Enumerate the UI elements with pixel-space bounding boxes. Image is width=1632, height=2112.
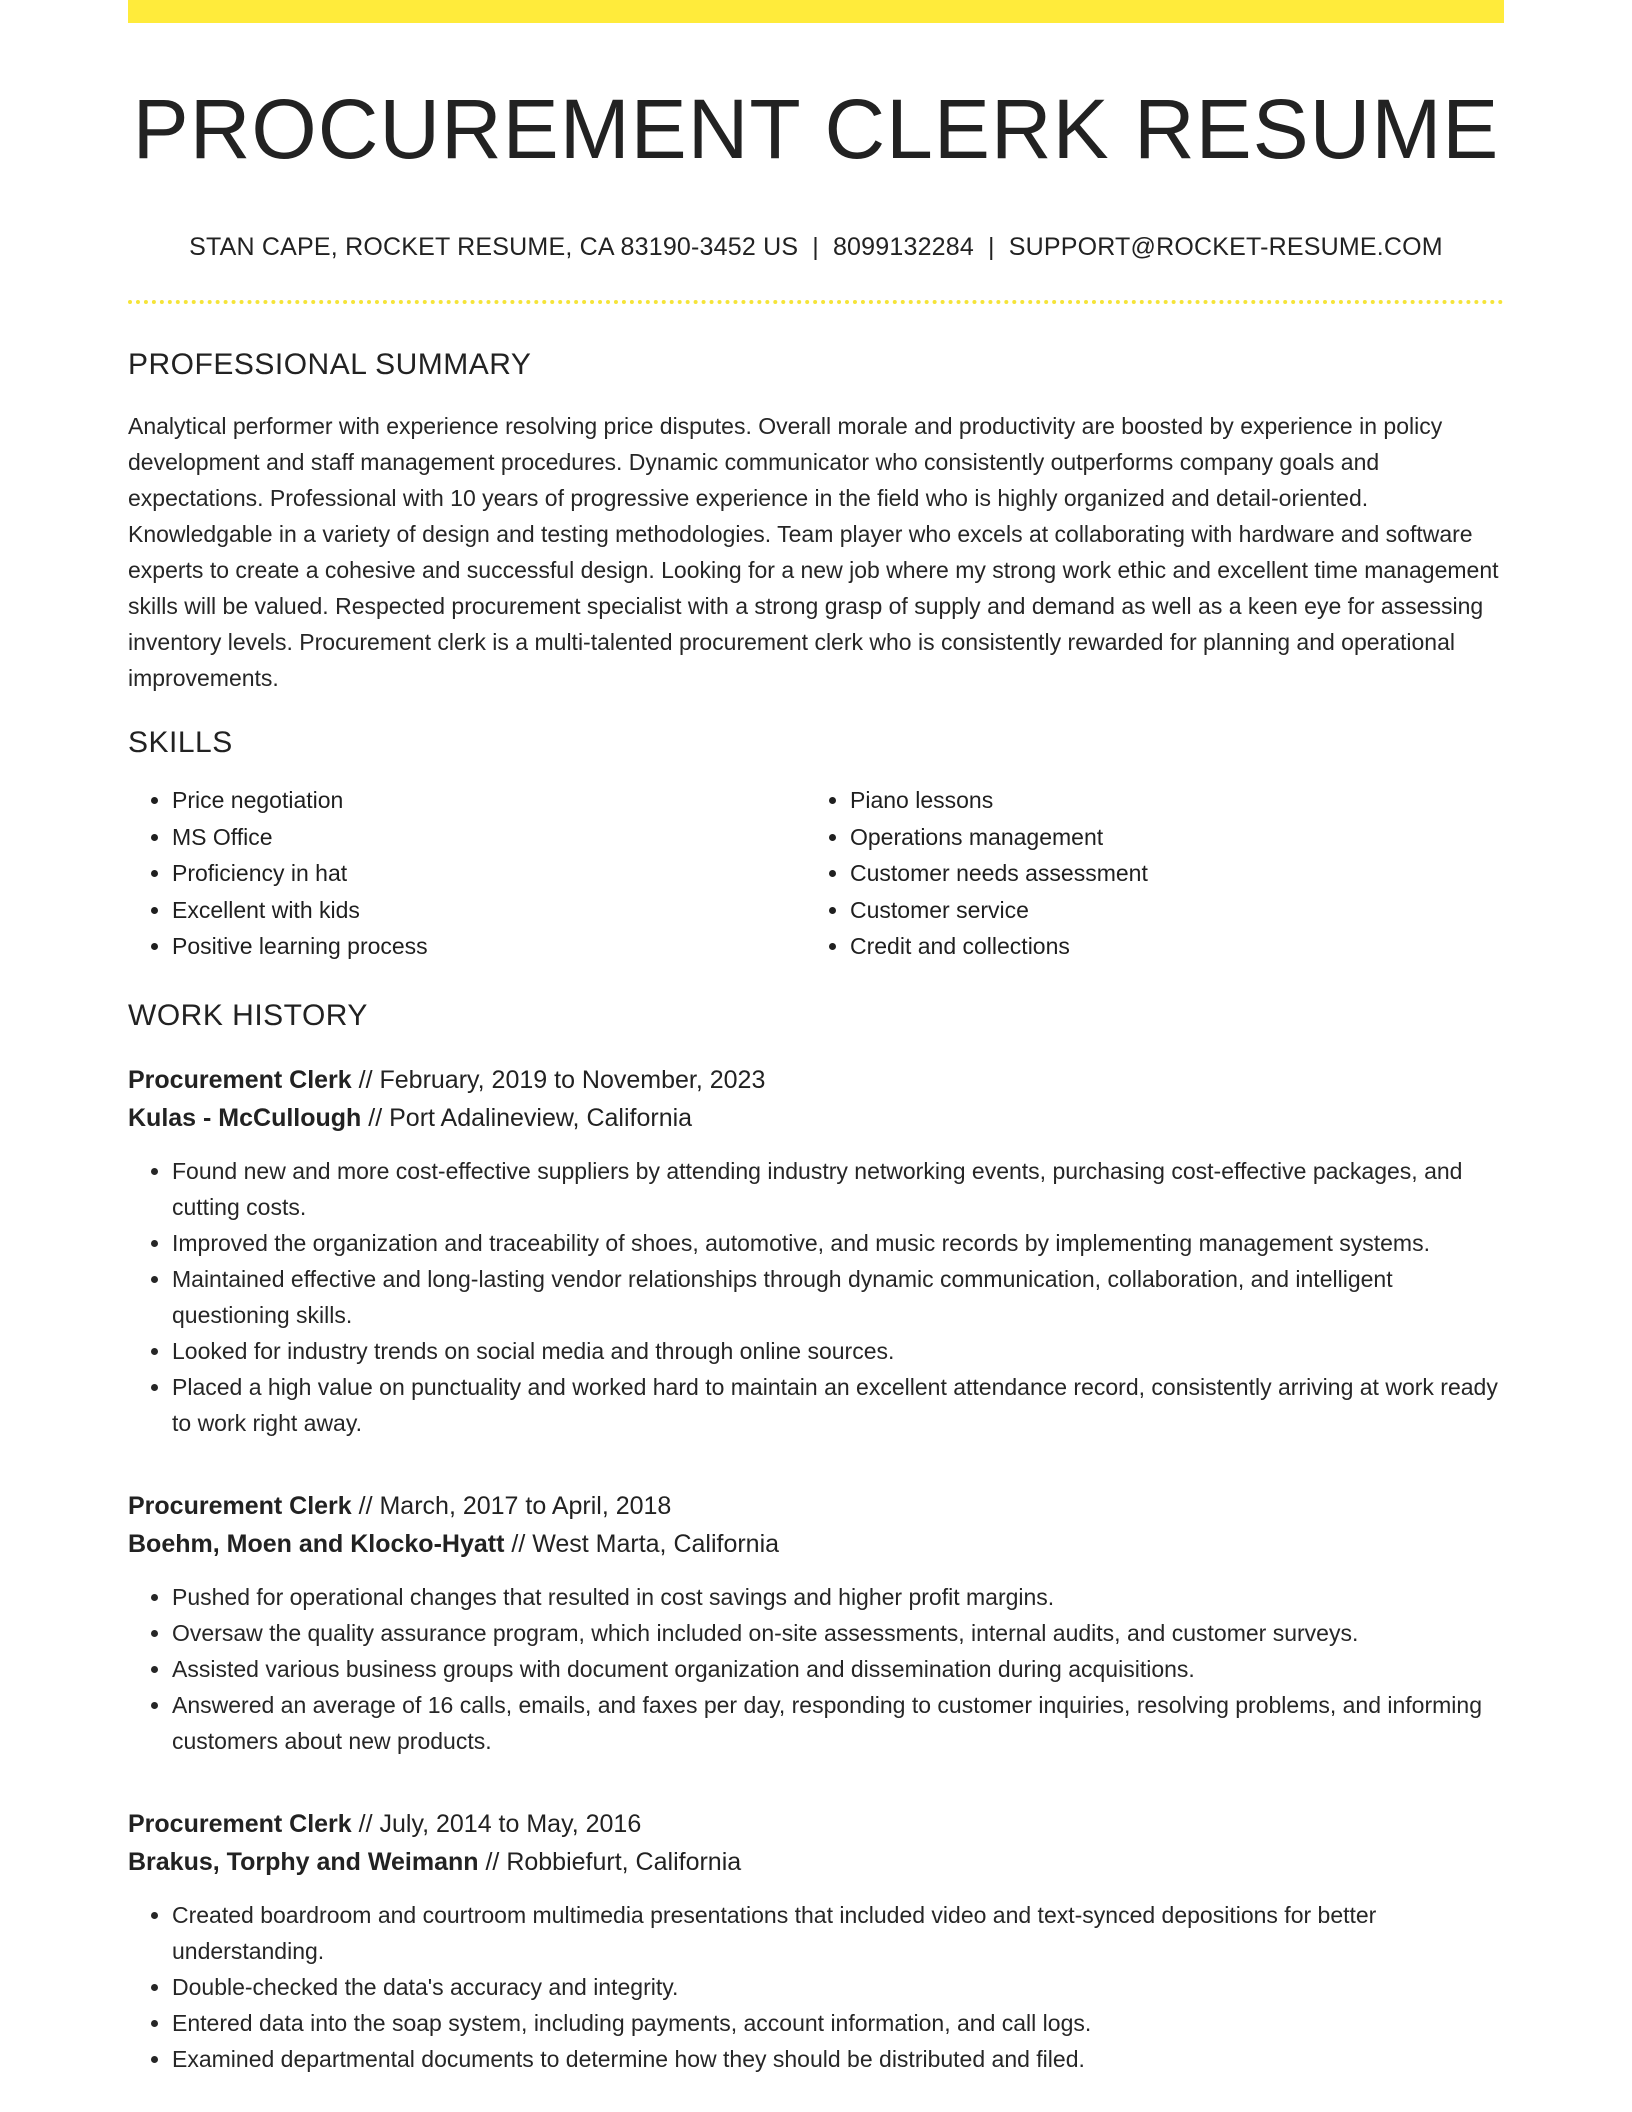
job-company-line	[128, 1525, 1504, 1563]
job-title: Procurement Clerk	[128, 1809, 352, 1838]
skill-item: • Piano lessons	[850, 782, 1484, 819]
job-bullet: • Pushed for operational changes that resulted in cost savings and higher profit margins.	[172, 1579, 1504, 1615]
job-bullet: • Entered data into the soap system, including payments, account information, and call logs.	[172, 2005, 1504, 2041]
work-history-heading: WORK HISTORY	[128, 998, 368, 1032]
resume-title: PROCUREMENT CLERK RESUME	[132, 82, 1500, 176]
job-entry	[128, 1061, 1504, 1441]
job-entry	[128, 1487, 1504, 1759]
resume-page	[128, 0, 1504, 2077]
job-bullet: • Examined departmental documents to determine how they should be distributed and filed.	[172, 2041, 1504, 2077]
skills-heading: SKILLS	[128, 726, 233, 760]
job-title-line	[128, 1061, 1504, 1099]
job-company: Boehm, Moen and Klocko-Hyatt	[128, 1529, 505, 1558]
job-bullet: • Created boardroom and courtroom multimedia presentations that included video and text-synced depositions for better understanding.	[172, 1897, 1504, 1969]
contact-separator: |	[988, 233, 995, 262]
job-bullet: • Looked for industry trends on social media and through online sources.	[172, 1333, 1504, 1369]
job-company-line	[128, 1099, 1504, 1137]
job-dates: // July, 2014 to May, 2016	[351, 1809, 642, 1838]
job-company-line	[128, 1843, 1504, 1881]
job-location: // West Marta, California	[504, 1529, 780, 1558]
summary-heading: PROFESSIONAL SUMMARY	[128, 348, 532, 382]
job-bullet: • Oversaw the quality assurance program, which included on-site assessments, internal audits, and customer surveys.	[172, 1615, 1504, 1651]
skills-column-right	[806, 782, 1484, 965]
job-bullet: • Answered an average of 16 calls, emails, and faxes per day, responding to customer inquiries, resolving problems, and informing customers about new products.	[172, 1687, 1504, 1759]
job-company: Brakus, Torphy and Weimann	[128, 1847, 479, 1876]
skill-item: • Positive learning process	[172, 928, 806, 965]
job-bullets	[128, 1897, 1504, 2077]
contact-line	[128, 233, 1504, 262]
skills-list	[128, 782, 1504, 965]
job-location: // Robbiefurt, California	[478, 1847, 742, 1876]
job-bullet: • Improved the organization and traceability of shoes, automotive, and music records by implementing management systems.	[172, 1225, 1504, 1261]
job-title-line	[128, 1487, 1504, 1525]
job-location: // Port Adalineview, California	[361, 1103, 693, 1132]
skill-item: • Operations management	[850, 819, 1484, 856]
job-dates: // March, 2017 to April, 2018	[351, 1491, 672, 1520]
skill-item: • MS Office	[172, 819, 806, 856]
top-accent-bar	[128, 0, 1504, 23]
skills-column-left	[128, 782, 806, 965]
dotted-divider	[128, 300, 1504, 304]
skill-item: • Proficiency in hat	[172, 855, 806, 892]
job-bullets	[128, 1579, 1504, 1759]
summary-text: Analytical performer with experience resolving price disputes. Overall morale and productivity are boosted by experience in policy development and staff management procedures. Dynamic communicator who consistently outperforms company goals and expectations. Professional with 10 years of progressive experience in the field who is highly organized and detail-oriented. Knowledgable in a variety of design and testing methodologies. Team player who excels at collaborating with hardware and software experts to create a cohesive and successful design. Looking for a new job where my strong work ethic and excellent time management skills will be valued. Respected procurement specialist with a strong grasp of supply and demand as well as a keen eye for assessing inventory levels. Procurement clerk is a multi-talented procurement clerk who is consistently rewarded for planning and operational improvements.	[128, 413, 1499, 692]
contact-separator: |	[812, 233, 819, 262]
job-title: Procurement Clerk	[128, 1491, 352, 1520]
job-bullet: • Maintained effective and long-lasting vendor relationships through dynamic communication, collaboration, and intelligent questioning skills.	[172, 1261, 1504, 1333]
skill-item: • Customer service	[850, 892, 1484, 929]
job-entry	[128, 1805, 1504, 2077]
contact-email: SUPPORT@ROCKET-RESUME.COM	[1008, 233, 1443, 262]
job-dates: // February, 2019 to November, 2023	[351, 1065, 766, 1094]
job-bullet: • Assisted various business groups with document organization and dissemination during acquisitions.	[172, 1651, 1504, 1687]
contact-address: STAN CAPE, ROCKET RESUME, CA 83190-3452 US	[189, 233, 799, 262]
job-title: Procurement Clerk	[128, 1065, 352, 1094]
job-bullets	[128, 1153, 1504, 1441]
job-title-line	[128, 1805, 1504, 1843]
contact-phone: 8099132284	[832, 233, 974, 262]
skill-item: • Excellent with kids	[172, 892, 806, 929]
job-bullet: • Placed a high value on punctuality and worked hard to maintain an excellent attendance record, consistently arriving at work ready to work right away.	[172, 1369, 1504, 1441]
skill-item: • Price negotiation	[172, 782, 806, 819]
job-company: Kulas - McCullough	[128, 1103, 362, 1132]
job-bullet: • Found new and more cost-effective suppliers by attending industry networking events, purchasing cost-effective packages, and cutting costs.	[172, 1153, 1504, 1225]
job-bullet: • Double-checked the data's accuracy and integrity.	[172, 1969, 1504, 2005]
skill-item: • Customer needs assessment	[850, 855, 1484, 892]
skill-item: • Credit and collections	[850, 928, 1484, 965]
